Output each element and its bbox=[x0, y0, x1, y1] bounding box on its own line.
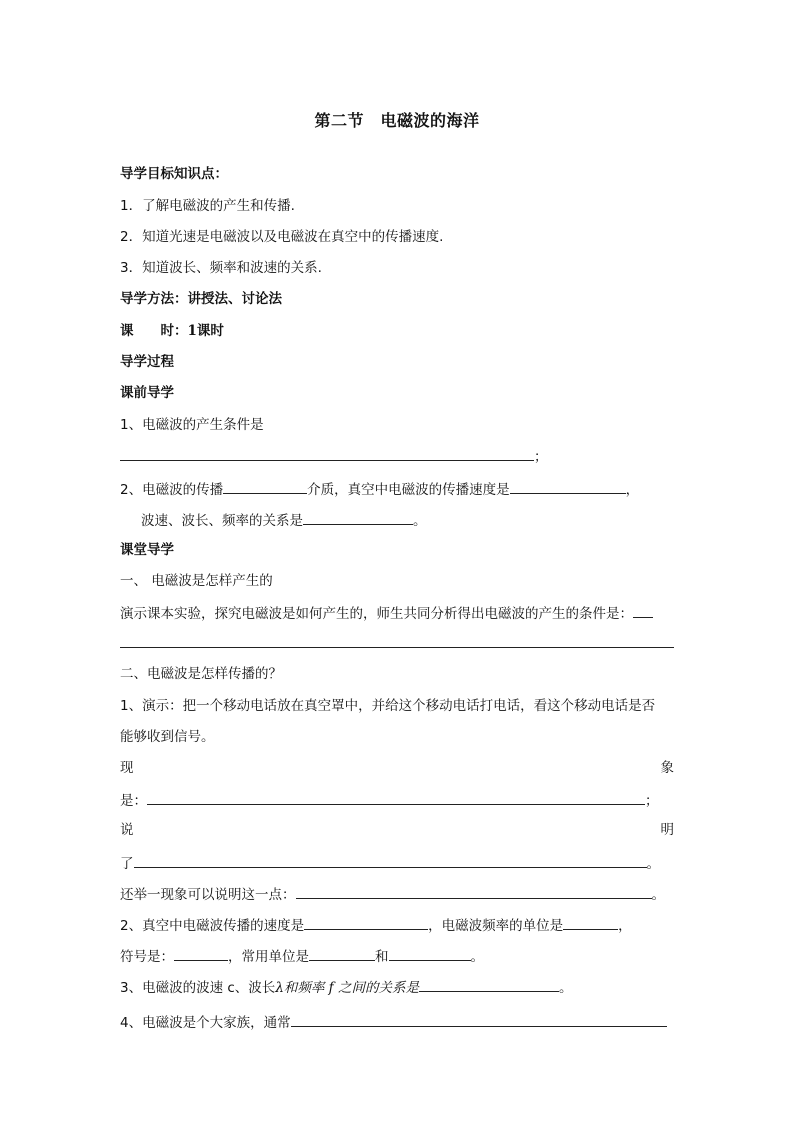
explain-label bbox=[120, 821, 674, 839]
punct: 。 bbox=[470, 949, 484, 965]
label-char: 现 bbox=[120, 760, 134, 776]
punct: 。 bbox=[558, 980, 573, 996]
period-value: 1课时 bbox=[187, 323, 224, 339]
goal-item: 3．知道波长、频率和波速的关系. bbox=[120, 260, 322, 276]
label-char: 象 bbox=[660, 760, 674, 776]
q4-line bbox=[120, 1012, 674, 1032]
phenomenon-answer bbox=[120, 790, 674, 810]
pre-q2-text: 介质，真空中电磁波的传播速度是 bbox=[307, 482, 510, 498]
answer-line[interactable] bbox=[120, 647, 674, 648]
label-char: 说 bbox=[120, 822, 134, 838]
punct: 。 bbox=[651, 887, 665, 903]
method-line: 导学方法：讲授法、讨论法 bbox=[120, 291, 282, 307]
answer-blank[interactable] bbox=[291, 1012, 667, 1027]
section1-heading: 一、 电磁波是怎样产生的 bbox=[120, 573, 273, 589]
punct: ， bbox=[618, 918, 632, 934]
answer-blank[interactable] bbox=[147, 790, 645, 805]
q2-line bbox=[120, 915, 674, 935]
period-line bbox=[120, 322, 674, 340]
answer-blank[interactable] bbox=[296, 884, 652, 899]
label-char: 明 bbox=[660, 822, 674, 838]
answer-blank[interactable] bbox=[303, 510, 413, 525]
answer-blank[interactable] bbox=[309, 946, 375, 961]
answer-blank[interactable] bbox=[120, 446, 534, 461]
pre-q1-answer bbox=[120, 446, 674, 466]
class-heading: 课堂导学 bbox=[120, 542, 174, 558]
section2-heading: 二、电磁波是怎样传播的？ bbox=[120, 666, 282, 682]
goals-heading: 导学目标知识点： bbox=[120, 166, 228, 182]
pre-q2-cont bbox=[141, 510, 671, 530]
goal-item: 1．了解电磁波的产生和传播. bbox=[120, 198, 295, 214]
answer-blank[interactable] bbox=[304, 915, 428, 930]
answer-blank[interactable] bbox=[563, 915, 618, 930]
q2-line-2 bbox=[120, 946, 674, 966]
label-text: 是： bbox=[120, 793, 147, 809]
answer-blank[interactable] bbox=[223, 479, 307, 494]
goal-item: 2．知道光速是电磁波以及电磁波在真空中的传播速度. bbox=[120, 229, 444, 245]
section1-text bbox=[120, 603, 674, 623]
explain-answer bbox=[120, 853, 674, 873]
q2-text: 和 bbox=[375, 949, 389, 965]
period-label: 课 时： bbox=[120, 323, 188, 339]
answer-blank[interactable] bbox=[134, 853, 647, 868]
page-title: 第二节 电磁波的海洋 bbox=[314, 111, 480, 130]
punct: ； bbox=[534, 449, 548, 465]
answer-blank[interactable] bbox=[419, 977, 559, 992]
answer-blank[interactable] bbox=[174, 946, 228, 961]
punct: 。 bbox=[646, 856, 660, 872]
q3-text: 3、电磁波的波速 c、波长 bbox=[120, 980, 276, 996]
q3-line bbox=[120, 977, 674, 997]
q3-text-italic: λ和频率 f 之间的关系是 bbox=[275, 980, 419, 996]
q2-text: 2、真空中电磁波传播的速度是 bbox=[120, 918, 305, 934]
pre-q2-text: 2、电磁波的传播 bbox=[120, 482, 224, 498]
section1-text-body: 演示课本实验，探究电磁波是如何产生的，师生共同分析得出电磁波的产生的条件是： bbox=[120, 606, 633, 622]
demo-text: 1、演示：把一个移动电话放在真空罩中，并给这个移动电话打电话，看这个移动电话是否 bbox=[120, 698, 656, 714]
answer-blank[interactable] bbox=[389, 946, 471, 961]
example-line bbox=[120, 884, 674, 904]
phenomenon-label bbox=[120, 759, 674, 777]
q2-text: ，电磁波频率的单位是 bbox=[428, 918, 564, 934]
process-heading: 导学过程 bbox=[120, 354, 174, 370]
punct: ， bbox=[625, 482, 640, 498]
q2-text: ，常用单位是 bbox=[228, 949, 309, 965]
demo-text: 能够收到信号。 bbox=[120, 729, 215, 745]
pre-heading: 课前导学 bbox=[120, 385, 174, 401]
pre-q2 bbox=[120, 479, 674, 499]
q2-text: 符号是： bbox=[120, 949, 174, 965]
punct: ； bbox=[645, 793, 659, 809]
answer-blank[interactable] bbox=[510, 479, 626, 494]
q4-text: 4、电磁波是个大家族，通常 bbox=[120, 1015, 291, 1031]
pre-q2-text: 波速、波长、频率的关系是 bbox=[141, 513, 303, 529]
pre-q1: 1、电磁波的产生条件是 bbox=[120, 417, 264, 433]
label-text: 还举一现象可以说明这一点： bbox=[120, 887, 296, 903]
label-text: 了 bbox=[120, 856, 134, 872]
punct: 。 bbox=[413, 513, 427, 529]
answer-blank[interactable] bbox=[633, 603, 653, 618]
